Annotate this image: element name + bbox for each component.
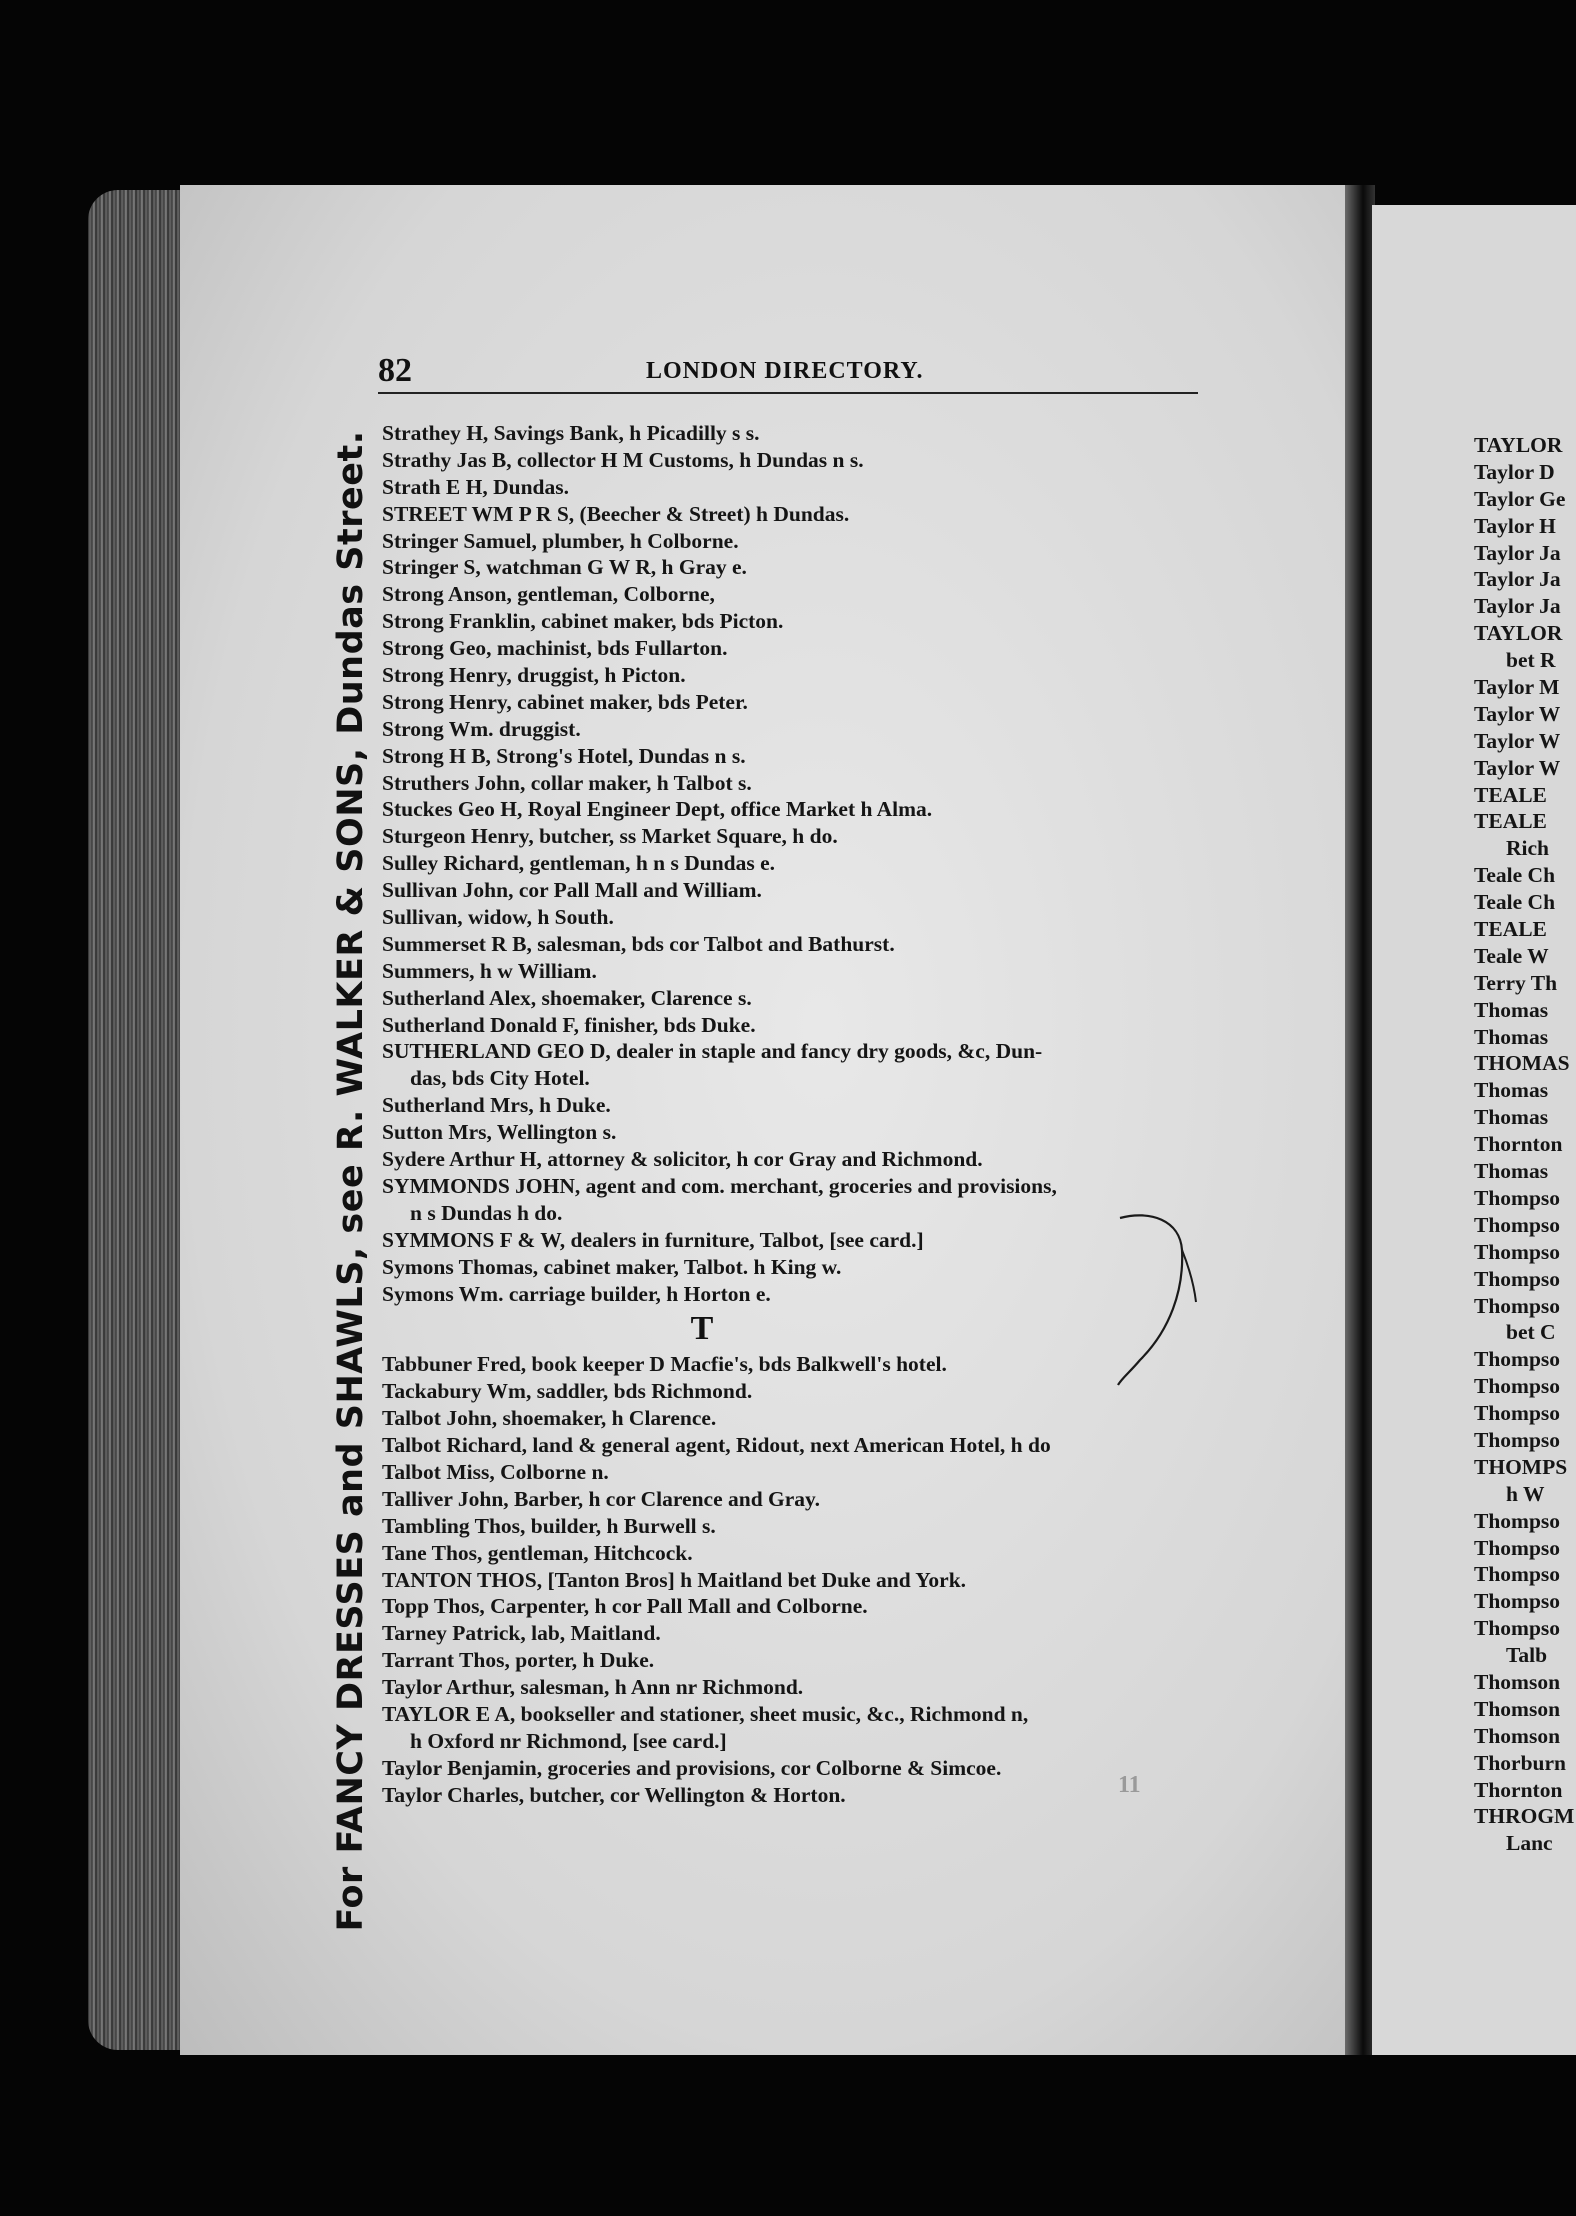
directory-entry: Stringer Samuel, plumber, h Colborne.: [382, 528, 739, 553]
directory-entry: Thomson: [1474, 1723, 1561, 1748]
directory-entry: Strong Henry, cabinet maker, bds Peter.: [382, 689, 748, 714]
directory-entry: TEALE: [1474, 782, 1547, 807]
directory-entry: Tarney Patrick, lab, Maitland.: [382, 1621, 661, 1646]
directory-entry: Thompso: [1474, 1508, 1561, 1533]
directory-entry: Strong Geo, machinist, bds Fullarton.: [382, 636, 728, 661]
directory-entry: Sutherland Donald F, finisher, bds Duke.: [382, 1012, 756, 1037]
directory-entry: Taylor W: [1474, 755, 1561, 780]
directory-entry: Tarrant Thos, porter, h Duke.: [382, 1648, 655, 1673]
directory-entry: bet R: [1506, 648, 1556, 673]
directory-entry: Thornton: [1474, 1132, 1563, 1157]
directory-entry: Thompso: [1474, 1266, 1561, 1291]
directory-entry: Thomson: [1474, 1669, 1561, 1694]
directory-entry: TAYLOR E A, bookseller and stationer, sheet music, &c., Richmond n,: [382, 1701, 1029, 1726]
directory-entry: Talbot Miss, Colborne n.: [382, 1459, 609, 1484]
directory-entry: Teale W: [1474, 943, 1549, 968]
directory-entry: Talbot John, shoemaker, h Clarence.: [382, 1406, 717, 1431]
directory-entry: Strathy Jas B, collector H M Customs, h Dundas n s.: [382, 447, 864, 472]
directory-entry: Thompso: [1474, 1401, 1561, 1426]
entries-t-section: [382, 1351, 1222, 1808]
directory-entry: TANTON THOS, [Tanton Bros] h Maitland bet Duke and York.: [382, 1567, 967, 1592]
directory-entry: Teale Ch: [1474, 890, 1556, 915]
directory-entry: Stuckes Geo H, Royal Engineer Dept, office Market h Alma.: [382, 797, 933, 822]
directory-entry: Summers, h w William.: [382, 958, 597, 983]
directory-entry: Thompso: [1474, 1185, 1561, 1210]
directory-entry: Strong Anson, gentleman, Colborne,: [382, 582, 715, 607]
directory-entry: n s Dundas h do.: [410, 1200, 563, 1225]
directory-entry: Strong Wm. druggist.: [382, 716, 581, 741]
directory-entry: Strong Henry, druggist, h Picton.: [382, 663, 686, 688]
directory-entry: Taylor H: [1474, 513, 1556, 538]
directory-entry: Thompso: [1474, 1293, 1561, 1318]
directory-entry: Sutton Mrs, Wellington s.: [382, 1120, 617, 1145]
directory-entry: THROGM: [1474, 1804, 1575, 1829]
directory-entry: Terry Th: [1474, 970, 1558, 995]
directory-entry: Tane Thos, gentleman, Hitchcock.: [382, 1540, 693, 1565]
directory-entry: Sutherland Alex, shoemaker, Clarence s.: [382, 985, 752, 1010]
directory-entry: Thompso: [1474, 1535, 1561, 1560]
directory-entry: Thomas: [1474, 1024, 1549, 1049]
directory-entry: Taylor Charles, butcher, cor Wellington & Horton.: [382, 1782, 846, 1807]
directory-entry: THOMPS: [1474, 1454, 1568, 1479]
directory-entry: Taylor D: [1474, 459, 1555, 484]
directory-entry: THOMAS: [1474, 1051, 1570, 1076]
directory-entry: Tambling Thos, builder, h Burwell s.: [382, 1513, 716, 1538]
directory-entry: h Oxford nr Richmond, [see card.]: [410, 1728, 727, 1753]
right-page-entries: [1474, 432, 1576, 1857]
directory-entry: Teale Ch: [1474, 863, 1556, 888]
directory-entry: TEALE: [1474, 809, 1547, 834]
directory-entry: Topp Thos, Carpenter, h cor Pall Mall and Colborne.: [382, 1594, 868, 1619]
directory-entry: TAYLOR: [1474, 433, 1563, 457]
directory-entry: Thomson: [1474, 1696, 1561, 1721]
directory-entry: Thompso: [1474, 1562, 1561, 1587]
directory-entry: Talbot Richard, land & general agent, Ridout, next American Hotel, h do: [382, 1433, 1051, 1458]
directory-entry: Strath E H, Dundas.: [382, 474, 569, 499]
directory-entry: Thompso: [1474, 1374, 1561, 1399]
directory-entry: Sutherland Mrs, h Duke.: [382, 1093, 611, 1118]
book-gutter: [1345, 185, 1375, 2055]
directory-entry: Symons Thomas, cabinet maker, Talbot. h King w.: [382, 1254, 842, 1279]
directory-entry: Thompso: [1474, 1427, 1561, 1452]
directory-entry: Tackabury Wm, saddler, bds Richmond.: [382, 1379, 753, 1404]
page-number: 82: [378, 352, 412, 389]
directory-entry: Symons Wm. carriage builder, h Horton e.: [382, 1281, 771, 1306]
directory-entry: STREET WM P R S, (Beecher & Street) h Dundas.: [382, 501, 850, 526]
directory-entry: Tabbuner Fred, book keeper D Macfie's, bds Balkwell's hotel.: [382, 1352, 947, 1377]
directory-entries: [382, 420, 1222, 1809]
directory-entry: Talb: [1506, 1643, 1548, 1668]
directory-entry: SYMMONDS JOHN, agent and com. merchant, groceries and provisions,: [382, 1173, 1057, 1198]
directory-entry: das, bds City Hotel.: [410, 1066, 590, 1091]
side-advertisement: For FANCY DRESSES and SHAWLS, see R. WALKER & SONS, Dundas Street.: [331, 430, 371, 1932]
directory-entry: Thompso: [1474, 1212, 1561, 1237]
page-header: [378, 352, 1198, 394]
directory-entry: Strong Franklin, cabinet maker, bds Picton.: [382, 609, 784, 634]
directory-entry: Thomas: [1474, 1159, 1549, 1184]
directory-entry: TEALE: [1474, 917, 1547, 942]
directory-entry: Sullivan, widow, h South.: [382, 905, 614, 930]
directory-entry: Rich: [1506, 836, 1549, 861]
directory-entry: Taylor Ja: [1474, 594, 1561, 619]
directory-entry: Taylor Benjamin, groceries and provisions, cor Colborne & Simcoe.: [382, 1755, 1002, 1780]
directory-entry: Sullivan John, cor Pall Mall and William.: [382, 878, 762, 903]
directory-entry: Thomas: [1474, 1078, 1549, 1103]
directory-entry: Thorburn: [1474, 1750, 1567, 1775]
directory-entry: Taylor Ja: [1474, 567, 1561, 592]
directory-entry: SUTHERLAND GEO D, dealer in staple and fancy dry goods, &c, Dun-: [382, 1039, 1043, 1064]
directory-entry: h W: [1506, 1481, 1545, 1506]
directory-entry: Thompso: [1474, 1616, 1561, 1641]
directory-entry: Taylor W: [1474, 701, 1561, 726]
directory-entry: Thompso: [1474, 1589, 1561, 1614]
directory-entry: Strong H B, Strong's Hotel, Dundas n s.: [382, 743, 746, 768]
directory-entry: Sydere Arthur H, attorney & solicitor, h cor Gray and Richmond.: [382, 1147, 983, 1172]
folio-signature: 11: [1118, 1772, 1141, 1798]
directory-entry: Summerset R B, salesman, bds cor Talbot and Bathurst.: [382, 931, 895, 956]
directory-entry: Strathey H, Savings Bank, h Picadilly s s.: [382, 421, 760, 445]
directory-entry: TAYLOR: [1474, 621, 1563, 646]
directory-entry: Taylor Arthur, salesman, h Ann nr Richmond.: [382, 1675, 804, 1700]
directory-entry: Thompso: [1474, 1347, 1561, 1372]
directory-entry: Talliver John, Barber, h cor Clarence and Gray.: [382, 1486, 820, 1511]
directory-entry: Stringer S, watchman G W R, h Gray e.: [382, 555, 747, 580]
running-title: LONDON DIRECTORY.: [646, 358, 924, 384]
directory-entry: Taylor M: [1474, 675, 1560, 700]
directory-entry: Thomas: [1474, 997, 1549, 1022]
directory-entry: Taylor W: [1474, 728, 1561, 753]
directory-entry: Thornton: [1474, 1777, 1563, 1802]
directory-entry: Sturgeon Henry, butcher, ss Market Square, h do.: [382, 824, 838, 849]
directory-entry: Sulley Richard, gentleman, h n s Dundas e.: [382, 851, 776, 876]
directory-entry: Taylor Ge: [1474, 486, 1566, 511]
section-letter-heading: T: [690, 1310, 714, 1348]
handwritten-pen-mark: [1110, 1210, 1200, 1400]
directory-entry: Taylor Ja: [1474, 540, 1561, 565]
directory-entry: Lanc: [1506, 1831, 1553, 1856]
directory-entry: Thomas: [1474, 1105, 1549, 1130]
directory-entry: Struthers John, collar maker, h Talbot s.: [382, 770, 752, 795]
entries-s-section: [382, 420, 1222, 1307]
directory-entry: Thompso: [1474, 1239, 1561, 1264]
directory-entry: bet C: [1506, 1320, 1556, 1345]
directory-entry: SYMMONS F & W, dealers in furniture, Talbot, [see card.]: [382, 1227, 924, 1252]
